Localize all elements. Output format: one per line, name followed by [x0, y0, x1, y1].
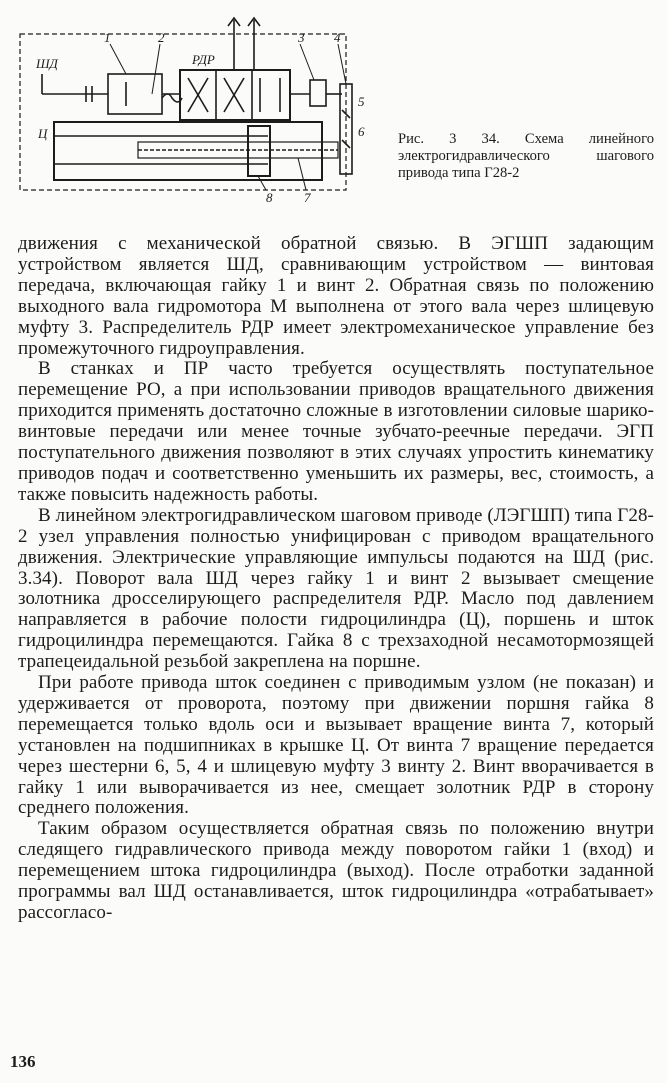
paragraph: При работе привода шток соединен с приводимым узлом (не показан) и удерживается от проворота, поэтому при движении поршня гайка 8 перемещается только вдоль оси и вызывает вращение винта 7, который установлен на подшипниках в крышке Ц. От винта 7 вращение передается через шестерни 6, 5, 4 и шлицевую муфту 3 винту 2. Винт вворачивается в гайку 1 или выворачивается из нее, смещает золотник РДР в сторону среднего положения.	[18, 672, 654, 819]
paragraph: В линейном электрогидравлическом шаговом приводе (ЛЭГШП) типа Г28-2 узел управления полностью унифицирован с приводом вращательного движения. Электрические управляющие импульсы подаются на ШД (рис. 3.34). Поворот вала ШД через гайку 1 и винт 2 вызывает смещение золотника дросселирующего распределителя РДР. Масло под давлением направляется в рабочие полости гидроцилиндра (Ц), поршень и шток гидроцилиндра перемещаются. Гайка 8 с трехзаходной несамотормозящей трапецеидальной резьбой закреплена на поршне.	[18, 504, 654, 673]
hydraulic-drive-schematic	[8, 14, 388, 210]
paragraph: движения с механической обратной связью. В ЭГШП задающим устройством является ШД, сравнивающим устройством — винтовая передача, включающая гайку 1 и винт 2. Обратная связь по положению выходного вала гидромотора М выполнена от этого вала через шлицевую муфту 3. Распределитель РДР имеет электромеханическое управление без промежуточного гидроуправления.	[18, 233, 654, 359]
label-6: 6	[358, 124, 365, 139]
cylinder	[54, 122, 322, 180]
figure-caption: Рис. 3 34. Схема линейного электрогидравлического шагового привода типа Г28-2	[398, 131, 654, 181]
leader-7	[298, 158, 306, 190]
label-2: 2	[158, 30, 165, 45]
leader-4	[338, 44, 346, 84]
paragraph: Таким образом осуществляется обратная связь по положению внутри следящего гидравлического привода между поворотом гайки 1 (вход) и перемещением штока гидроцилиндра (выход). После отработки заданной программы вал ШД останавливается, шток гидроцилиндра «отрабатывает» рассогласо-	[18, 818, 654, 923]
piston	[248, 126, 270, 176]
label-8: 8	[266, 190, 273, 205]
label-5: 5	[358, 94, 365, 109]
rdr-valve	[180, 70, 290, 120]
label-sd: ШД	[36, 56, 58, 71]
label-7: 7	[304, 190, 311, 205]
leader-1	[110, 44, 126, 74]
leader-3	[300, 44, 314, 80]
page-number: 136	[10, 1052, 36, 1071]
body-text	[18, 234, 654, 924]
label-rdr: РДР	[192, 52, 215, 67]
leader-2	[152, 44, 160, 94]
spline-coupling	[310, 80, 326, 106]
label-4: 4	[334, 30, 341, 45]
leader-8	[258, 176, 266, 190]
paragraph: В станках и ПР часто требуется осуществлять поступательное перемещение РО, а при использовании приводов вращательного движения приходится применять достаточно сложные в изготовлении силовые шарико-винтовые передачи или менее точные зубчато-реечные передачи. ЭГП поступательного движения позволяют в этих случаях упростить кинематику приводов подач и соответственно уменьшить их размеры, вес, стоимость, а также повысить надежность работы.	[18, 358, 654, 505]
figure-diagram	[8, 14, 388, 210]
label-1: 1	[104, 30, 111, 45]
label-c: Ц	[38, 126, 48, 141]
frame-outline	[20, 34, 346, 190]
label-3: 3	[298, 30, 305, 45]
